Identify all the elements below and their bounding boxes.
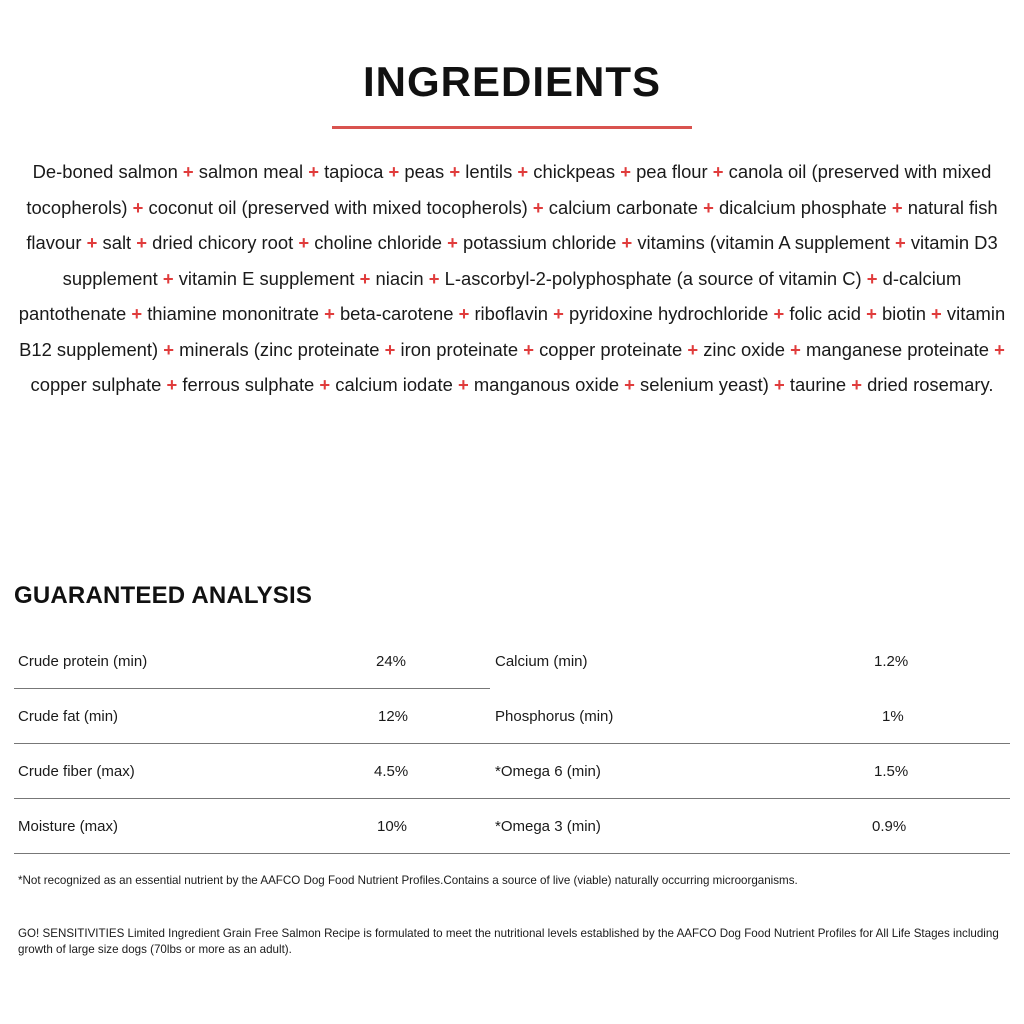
row-divider xyxy=(14,798,1010,799)
analysis-label: *Omega 3 (min) xyxy=(495,818,601,835)
analysis-value: 24% xyxy=(376,653,407,670)
plus-separator-icon: + xyxy=(866,267,878,289)
ingredient-item: beta-carotene xyxy=(339,303,454,324)
analysis-label: Crude fiber (max) xyxy=(18,763,135,780)
plus-separator-icon: + xyxy=(132,196,144,218)
plus-separator-icon: + xyxy=(712,161,724,182)
ingredient-item: riboflavin xyxy=(474,303,549,324)
ingredient-item: lentils xyxy=(465,161,513,182)
ingredient-item: salt xyxy=(102,232,132,253)
plus-separator-icon: + xyxy=(359,267,371,289)
plus-separator-icon: + xyxy=(86,232,98,253)
ingredient-item: vitamin B12 supplement) xyxy=(19,303,1006,360)
plus-separator-icon: + xyxy=(703,196,714,218)
ingredient-item: chickpeas xyxy=(533,161,616,182)
plus-separator-icon: + xyxy=(457,374,469,395)
plus-separator-icon: + xyxy=(162,267,174,289)
plus-separator-icon: + xyxy=(773,303,785,324)
plus-separator-icon: + xyxy=(994,338,1005,360)
ingredient-item: pea flour xyxy=(636,161,708,182)
ingredient-item: biotin xyxy=(881,303,926,324)
analysis-label: Calcium (min) xyxy=(495,653,588,670)
ingredient-item: dried rosemary. xyxy=(867,374,994,395)
plus-separator-icon: + xyxy=(624,374,635,395)
ingredient-item: copper sulphate xyxy=(30,374,162,395)
ingredient-item: minerals (zinc proteinate xyxy=(179,338,380,360)
plus-separator-icon: + xyxy=(517,161,529,182)
title-underline xyxy=(332,126,692,129)
analysis-value: 1.2% xyxy=(874,653,909,670)
ingredients-title: INGREDIENTS xyxy=(362,58,662,105)
ingredient-item: manganese proteinate xyxy=(805,338,990,360)
plus-separator-icon: + xyxy=(891,196,903,218)
plus-separator-icon: + xyxy=(324,303,335,324)
plus-separator-icon: + xyxy=(163,338,175,360)
plus-separator-icon: + xyxy=(894,232,906,253)
plus-separator-icon: + xyxy=(447,232,458,253)
ingredient-item: canola oil (preserved with mixed tocopherols) xyxy=(26,161,992,218)
ingredient-item: selenium yeast) xyxy=(640,374,769,395)
ingredient-item: thiamine mononitrate xyxy=(147,303,319,324)
plus-separator-icon: + xyxy=(851,374,862,395)
analysis-value: 0.9% xyxy=(872,818,907,835)
ingredient-item: potassium chloride xyxy=(463,232,617,253)
ingredient-item: vitamin D3 supplement xyxy=(62,232,998,289)
ingredient-item: vitamins (vitamin A supplement xyxy=(637,232,890,253)
plus-separator-icon: + xyxy=(866,303,877,324)
ingredient-item: dicalcium phosphate xyxy=(719,196,887,218)
plus-separator-icon: + xyxy=(319,374,331,395)
ingredient-item: pyridoxine hydrochloride xyxy=(569,303,769,324)
aafco-statement: GO! SENSITIVITIES Limited Ingredient Grain Free Salmon Recipe is formulated to meet the nutritional levels established by the AAFCO Dog Food Nutrient Profiles for All Life Stages including growth of large size dogs (70lbs or more as an adult). xyxy=(18,927,999,956)
ingredient-item: ferrous sulphate xyxy=(182,374,315,395)
ingredient-item: choline chloride xyxy=(314,232,442,253)
plus-separator-icon: + xyxy=(182,161,194,182)
ingredient-item: copper proteinate xyxy=(539,338,683,360)
analysis-label: Phosphorus (min) xyxy=(495,708,614,725)
plus-separator-icon: + xyxy=(523,338,534,360)
omega-footnote: *Not recognized as an essential nutrient by the AAFCO Dog Food Nutrient Profiles.Contains a source of live (viable) naturally occurring microorganisms. xyxy=(18,874,798,887)
plus-separator-icon: + xyxy=(428,267,440,289)
ingredient-item: L-ascorbyl-2-polyphosphate (a source of vitamin C) xyxy=(444,267,862,289)
plus-separator-icon: + xyxy=(136,232,148,253)
analysis-value: 10% xyxy=(377,818,408,835)
ingredient-item: peas xyxy=(404,161,445,182)
ingredient-item: d-calcium pantothenate xyxy=(18,267,962,324)
plus-separator-icon: + xyxy=(166,374,178,395)
plus-separator-icon: + xyxy=(449,161,461,182)
ingredient-item: manganous oxide xyxy=(473,374,620,395)
analysis-value: 4.5% xyxy=(374,763,409,780)
analysis-value: 1.5% xyxy=(874,763,909,780)
analysis-value: 12% xyxy=(378,708,409,725)
analysis-label: *Omega 6 (min) xyxy=(495,763,601,780)
analysis-label: Crude fat (min) xyxy=(18,708,119,725)
analysis-label: Crude protein (min) xyxy=(18,653,148,670)
guaranteed-analysis-table xyxy=(14,634,1010,854)
ingredient-item: calcium carbonate xyxy=(548,196,699,218)
plus-separator-icon: + xyxy=(308,161,319,182)
ingredients-list xyxy=(14,154,1010,403)
plus-separator-icon: + xyxy=(553,303,564,324)
row-divider xyxy=(14,743,1010,744)
ingredient-item: folic acid xyxy=(789,303,861,324)
ingredient-item: dried chicory root xyxy=(152,232,294,253)
plus-separator-icon: + xyxy=(620,161,631,182)
plus-separator-icon: + xyxy=(388,161,400,182)
plus-separator-icon: + xyxy=(131,303,143,324)
ingredient-item: vitamin E supplement xyxy=(178,267,355,289)
ingredient-item: natural fish flavour xyxy=(26,196,998,253)
guaranteed-analysis-title: GUARANTEED ANALYSIS xyxy=(14,582,313,609)
plus-separator-icon: + xyxy=(532,196,544,218)
ingredient-item: coconut oil (preserved with mixed tocopherols) xyxy=(148,196,528,218)
plus-separator-icon: + xyxy=(931,303,942,324)
analysis-value: 1% xyxy=(882,708,904,725)
row-divider xyxy=(14,688,490,689)
plus-separator-icon: + xyxy=(621,232,633,253)
ingredient-item: niacin xyxy=(375,267,424,289)
ingredient-item: tapioca xyxy=(324,161,384,182)
ingredient-item: iron proteinate xyxy=(400,338,519,360)
plus-separator-icon: + xyxy=(384,338,396,360)
row-divider xyxy=(14,853,1010,854)
plus-separator-icon: + xyxy=(458,303,470,324)
analysis-label: Moisture (max) xyxy=(18,818,119,835)
plus-separator-icon: + xyxy=(773,374,785,395)
plus-separator-icon: + xyxy=(298,232,310,253)
ingredient-item: zinc oxide xyxy=(703,338,785,360)
ingredient-item: De-boned salmon xyxy=(32,161,178,182)
ingredient-item: taurine xyxy=(789,374,847,395)
ingredient-item: salmon meal xyxy=(198,161,304,182)
ingredient-item: calcium iodate xyxy=(335,374,453,395)
plus-separator-icon: + xyxy=(687,338,699,360)
plus-separator-icon: + xyxy=(790,338,801,360)
